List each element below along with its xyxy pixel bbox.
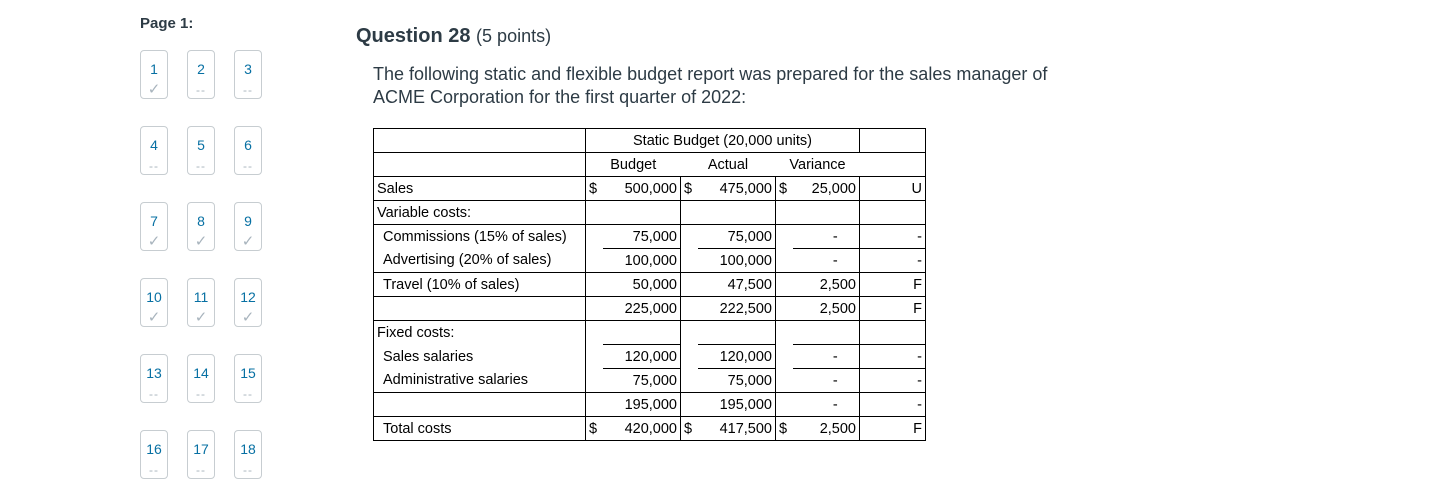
budget-value: 120,000 [603, 345, 681, 369]
question-text-line-1: The following static and flexible budget report was prepared for the sales manager of [373, 64, 1048, 84]
variance-flag: - [860, 225, 926, 249]
question-nav-number: 7 [150, 213, 158, 229]
question-nav-1[interactable] [140, 50, 168, 99]
budget-report-table [373, 128, 926, 441]
unanswered-dash-icon: -- [149, 159, 159, 173]
question-text [373, 63, 1133, 109]
question-nav-15[interactable] [234, 354, 262, 403]
table-row [374, 345, 926, 369]
question-nav-number: 5 [197, 137, 205, 153]
question-nav-6[interactable] [234, 126, 262, 175]
table-row [374, 369, 926, 393]
question-nav-4[interactable] [140, 126, 168, 175]
question-nav-number: 11 [193, 289, 209, 305]
question-text-line-2: ACME Corporation for the first quarter of 2022: [373, 87, 747, 107]
row-label: Variable costs: [374, 201, 586, 225]
question-nav-13[interactable] [140, 354, 168, 403]
question-nav-5[interactable] [187, 126, 215, 175]
budget-value: 420,000 [603, 417, 681, 441]
budget-value: 50,000 [603, 273, 681, 297]
dollar-sign: $ [586, 417, 603, 441]
question-nav-number: 4 [150, 137, 158, 153]
question-nav-number: 18 [240, 441, 256, 457]
question-nav-17[interactable] [187, 430, 215, 479]
question-nav-7[interactable] [140, 202, 168, 251]
row-label: Travel (10% of sales) [374, 273, 586, 297]
actual-value: 222,500 [698, 297, 776, 321]
table-row [374, 129, 926, 153]
budget-value: 100,000 [603, 249, 681, 273]
answered-check-icon: ✓ [147, 233, 161, 250]
variance-value: - [793, 249, 860, 273]
question-nav-number: 9 [244, 213, 252, 229]
variance-flag: F [860, 417, 926, 441]
variance-value: 25,000 [793, 177, 860, 201]
unanswered-dash-icon: -- [243, 159, 253, 173]
budget-value: 75,000 [603, 225, 681, 249]
question-nav-number: 16 [146, 441, 162, 457]
row-label: Administrative salaries [374, 369, 586, 393]
variance-value: - [793, 369, 860, 393]
budget-column-header: Budget [586, 153, 681, 177]
table-row [374, 201, 926, 225]
budget-value: 500,000 [603, 177, 681, 201]
row-label: Sales salaries [374, 345, 586, 369]
table-row [374, 393, 926, 417]
unanswered-dash-icon: -- [196, 159, 206, 173]
page-label: Page 1: [140, 15, 194, 32]
table-row [374, 417, 926, 441]
answered-check-icon: ✓ [241, 309, 255, 326]
actual-value: 417,500 [698, 417, 776, 441]
variance-flag: - [860, 345, 926, 369]
actual-value: 47,500 [698, 273, 776, 297]
row-label: Advertising (20% of sales) [374, 249, 586, 273]
row-label: Total costs [374, 417, 586, 441]
budget-value: 225,000 [603, 297, 681, 321]
variance-flag: F [860, 297, 926, 321]
answered-check-icon: ✓ [241, 233, 255, 250]
question-nav-number: 8 [197, 213, 205, 229]
actual-value: 195,000 [698, 393, 776, 417]
question-nav-number: 1 [150, 61, 158, 77]
variance-flag: - [860, 249, 926, 273]
question-nav-8[interactable] [187, 202, 215, 251]
question-nav-3[interactable] [234, 50, 262, 99]
question-nav-16[interactable] [140, 430, 168, 479]
row-label: Sales [374, 177, 586, 201]
question-nav-number: 17 [193, 441, 209, 457]
variance-flag: - [860, 393, 926, 417]
dollar-sign: $ [586, 177, 603, 201]
answered-check-icon: ✓ [147, 309, 161, 326]
dollar-sign: $ [776, 177, 793, 201]
variance-column-header: Variance [776, 153, 860, 177]
unanswered-dash-icon: -- [149, 387, 159, 401]
question-nav-number: 12 [240, 289, 256, 305]
table-row [374, 153, 926, 177]
actual-column-header: Actual [681, 153, 776, 177]
unanswered-dash-icon: -- [149, 463, 159, 477]
answered-check-icon: ✓ [194, 233, 208, 250]
budget-value: 75,000 [603, 369, 681, 393]
dollar-sign: $ [776, 417, 793, 441]
question-nav-18[interactable] [234, 430, 262, 479]
unanswered-dash-icon: -- [243, 83, 253, 97]
variance-value: 2,500 [793, 297, 860, 321]
row-label: Fixed costs: [374, 321, 586, 345]
actual-value: 475,000 [698, 177, 776, 201]
budget-value: 195,000 [603, 393, 681, 417]
unanswered-dash-icon: -- [243, 387, 253, 401]
question-nav-number: 13 [146, 365, 162, 381]
table-row [374, 273, 926, 297]
question-nav-number: 15 [240, 365, 256, 381]
variance-flag: - [860, 369, 926, 393]
table-row [374, 249, 926, 273]
question-nav-number: 3 [244, 61, 252, 77]
variance-value: - [793, 393, 860, 417]
actual-value: 100,000 [698, 249, 776, 273]
unanswered-dash-icon: -- [196, 463, 206, 477]
question-nav-number: 14 [193, 365, 209, 381]
actual-value: 75,000 [698, 225, 776, 249]
question-nav-2[interactable] [187, 50, 215, 99]
table-row [374, 321, 926, 345]
question-title [356, 25, 551, 48]
variance-value: 2,500 [793, 417, 860, 441]
unanswered-dash-icon: -- [243, 463, 253, 477]
variance-flag: F [860, 273, 926, 297]
question-nav-14[interactable] [187, 354, 215, 403]
static-budget-header: Static Budget (20,000 units) [586, 129, 860, 153]
question-nav-10[interactable] [140, 278, 168, 327]
table-row [374, 297, 926, 321]
answered-check-icon: ✓ [147, 81, 161, 98]
question-points: (5 points) [476, 26, 552, 46]
question-nav-9[interactable] [234, 202, 262, 251]
question-nav-number: 2 [197, 61, 205, 77]
question-number: Question 28 [356, 25, 471, 47]
unanswered-dash-icon: -- [196, 387, 206, 401]
dollar-sign: $ [681, 417, 698, 441]
actual-value: 120,000 [698, 345, 776, 369]
actual-value: 75,000 [698, 369, 776, 393]
dollar-sign: $ [681, 177, 698, 201]
question-nav-12[interactable] [234, 278, 262, 327]
question-nav-number: 10 [146, 289, 162, 305]
question-nav-number: 6 [244, 137, 252, 153]
table-row [374, 177, 926, 201]
table-row [374, 225, 926, 249]
variance-flag: U [860, 177, 926, 201]
variance-value: - [793, 225, 860, 249]
variance-value: - [793, 345, 860, 369]
unanswered-dash-icon: -- [196, 83, 206, 97]
question-nav-11[interactable] [187, 278, 215, 327]
variance-value: 2,500 [793, 273, 860, 297]
row-label: Commissions (15% of sales) [374, 225, 586, 249]
answered-check-icon: ✓ [194, 309, 208, 326]
